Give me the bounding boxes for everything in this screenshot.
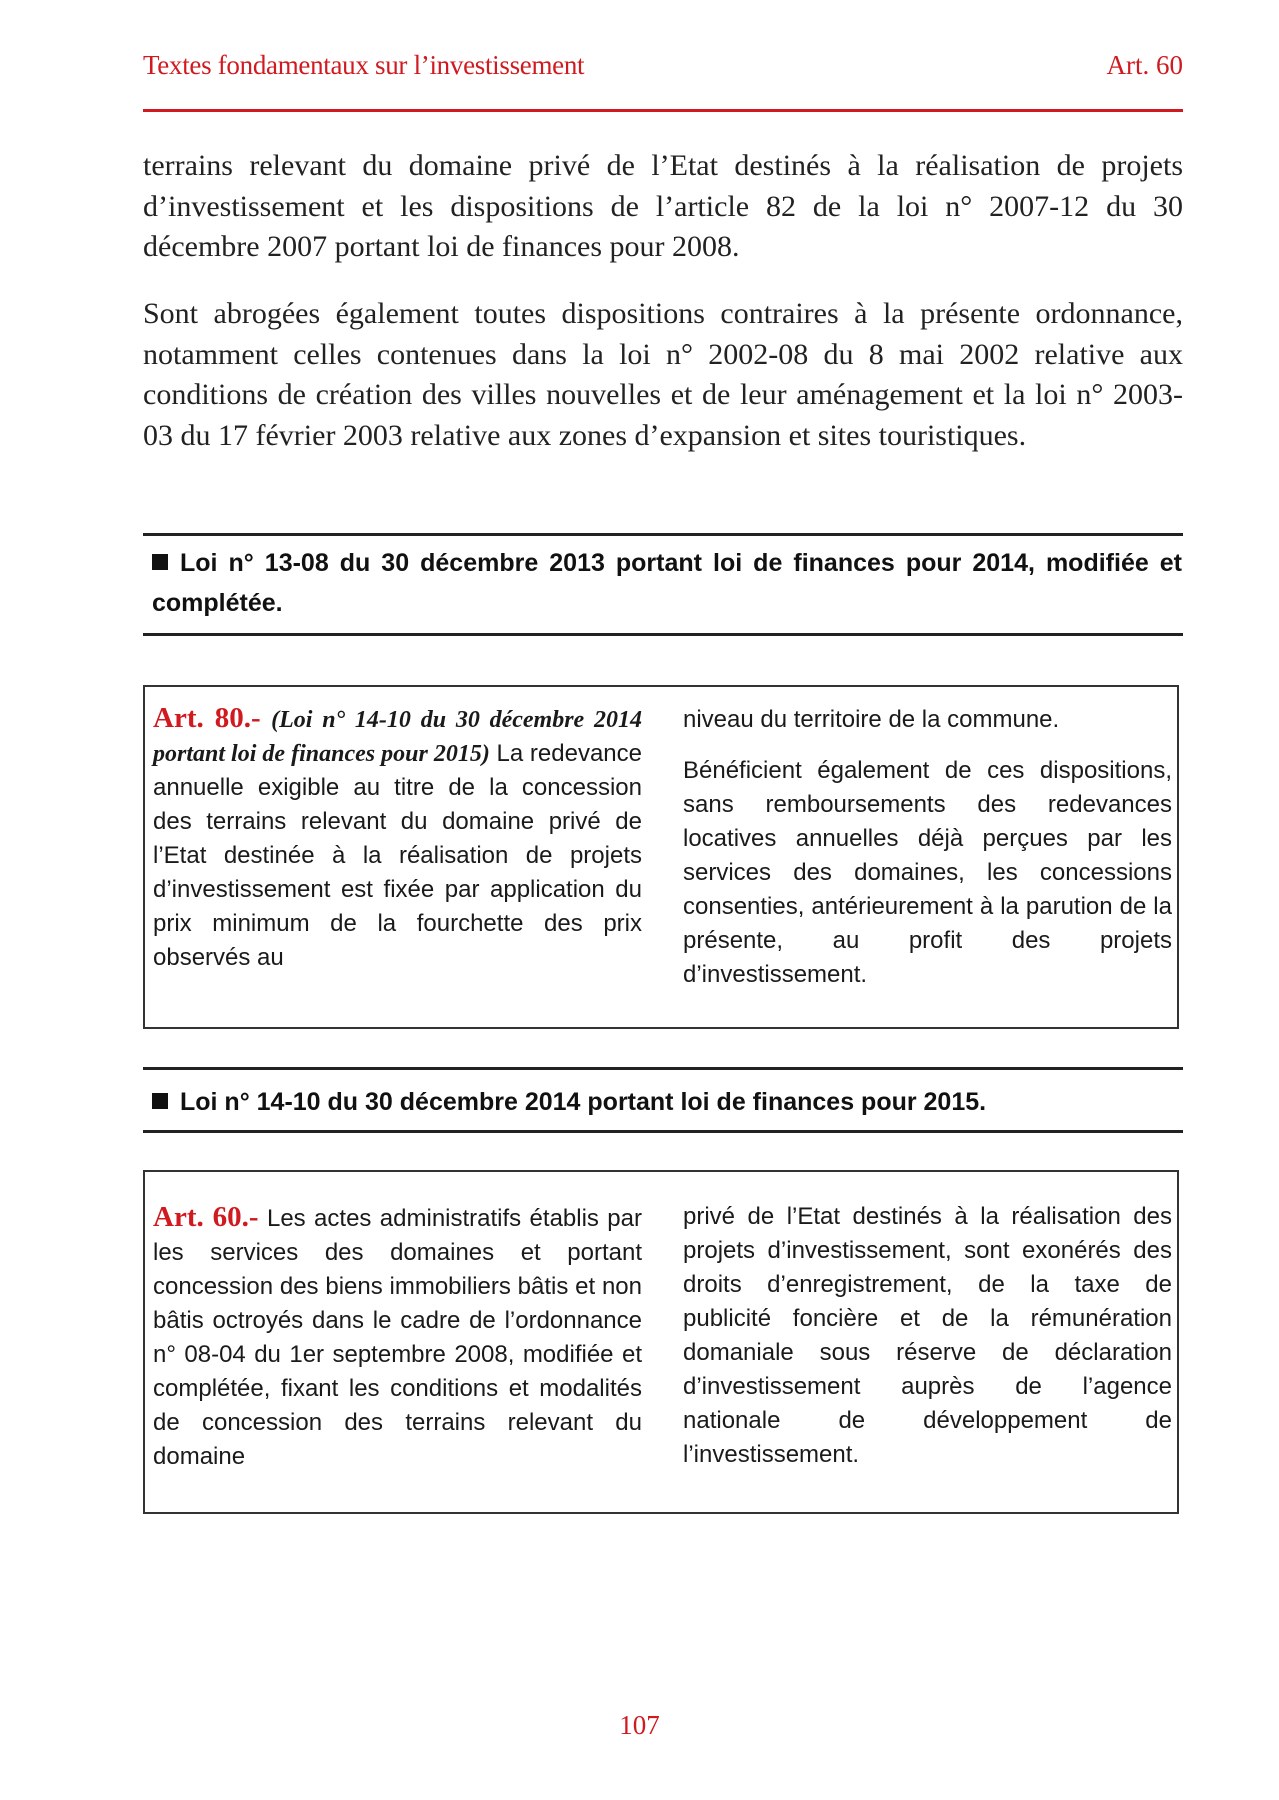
section-2-title [152,1082,1182,1122]
article-60-label: Art. 60.- [153,1201,259,1233]
intro-paragraph-1: terrains relevant du domaine privé de l’Etat destinés à la réalisation de projets d’investissement et les dispositions de l’article 82 de la loi n° 2007-12 du 30 décembre 2007 portant loi de finances pour 2008. [143,149,1183,263]
section-2-title-text: Loi n° 14-10 du 30 décembre 2014 portant loi de finances pour 2015. [180,1088,987,1116]
running-header [143,50,1183,90]
square-bullet-icon [152,1093,168,1109]
article-80-box [143,685,1179,1029]
intro-paragraph-2: Sont abrogées également toutes dispositions contraires à la présente ordonnance, notamment celles contenues dans la loi n° 2002-08 du 8 mai 2002 relative aux conditions de création des villes nouvelles et de leur aménagement et la loi n° 2003-03 du 17 février 2003 relative aux zones d’expansion et sites touristiques. [143,297,1183,452]
section-1-bottom-rule [143,633,1183,636]
article-80-left-text: La redevance annuelle exigible au titre de la concession des terrains relevant du domaine privé de l’Etat destinée à la réalisation de projets d’investissement est fixée par application du prix minimum de la fourchette des prix observés au [153,740,642,971]
article-80-reference: (Loi n° 14-10 du 30 décembre 2014 portant loi de finances pour 2015) [153,707,642,767]
section-1-top-rule [143,533,1183,536]
section-1-title [152,543,1182,623]
header-article-ref: Art. 60 [1106,50,1183,80]
article-60-right-column [683,1200,1172,1472]
article-80-right-paragraph-1: niveau du territoire de la commune. [683,706,1060,733]
header-title: Textes fondamentaux sur l’investissement [143,50,585,80]
article-80-left-paragraph [153,701,642,975]
article-80-right-column [683,703,1172,992]
page-number: 107 [619,1710,660,1740]
article-80-left-column [153,701,642,975]
article-80-right-paragraph-2: Bénéficient également de ces dispositions, sans remboursements des redevances locatives annuelles déjà perçues par les services des domaines, les concessions consenties, antérieurement à la parution de la présente, au profit des projets d’investissement. [683,757,1172,988]
article-60-box [143,1170,1179,1514]
article-60-left-paragraph [153,1200,642,1474]
article-60-left-text: Les actes administratifs établis par les services des domaines et portant concession des biens immobiliers bâtis et non bâtis octroyés dans le cadre de l’ordonnance n° 08-04 du 1er septembre 2008, modifiée et complétée, fixant les conditions et modalités de concession des terrains relevant du domaine [153,1205,642,1470]
header-rule [143,109,1183,112]
section-2-bottom-rule [143,1130,1183,1133]
section-1-title-text: Loi n° 13-08 du 30 décembre 2013 portant loi de finances pour 2014, modifiée et complétée. [152,549,1182,617]
square-bullet-icon [152,554,168,570]
article-60-left-column [153,1200,642,1474]
article-60-right-paragraph-1: privé de l’Etat destinés à la réalisation des projets d’investissement, sont exonérés des droits d’enregistrement, de la taxe de publicité foncière et de la rémunération domaniale sous réserve de déclaration d’investissement auprès de l’agence nationale de développement de l’investissement. [683,1203,1172,1468]
section-2-top-rule [143,1067,1183,1070]
article-80-label: Art. 80.- [153,702,261,734]
